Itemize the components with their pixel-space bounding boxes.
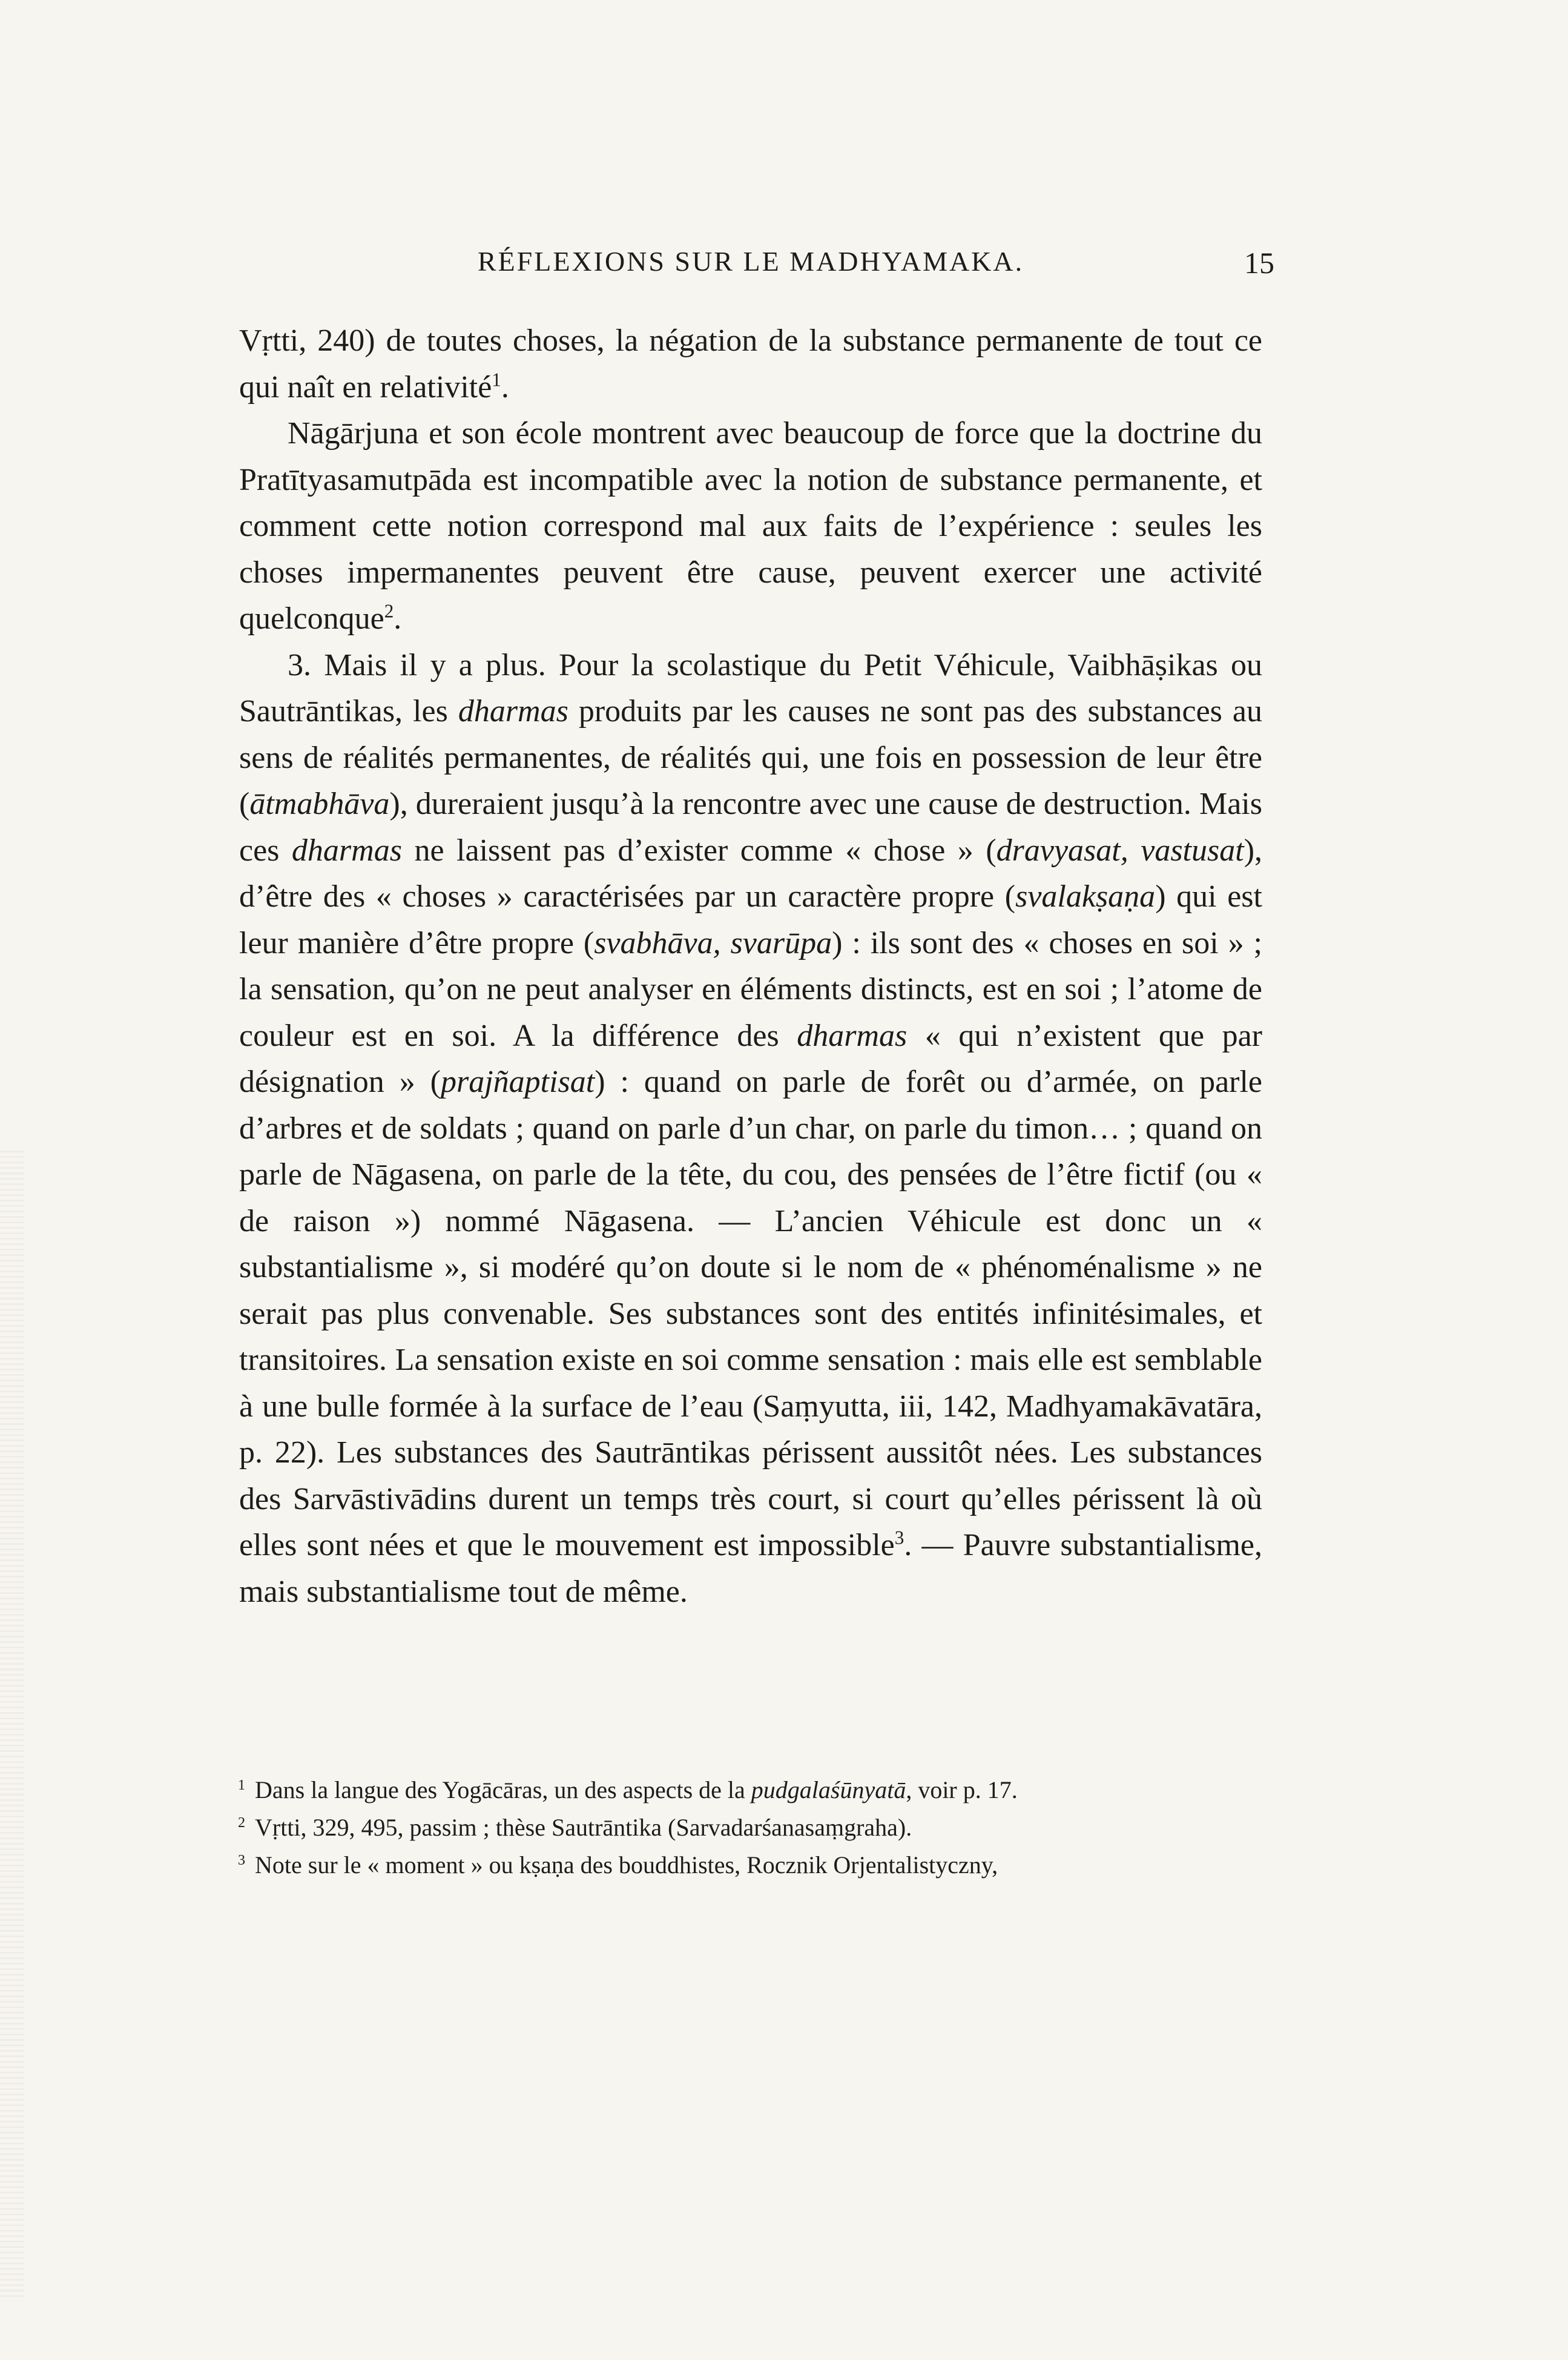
footnote-text: Vṛtti, 329, 495, passim ; thèse Sautrāntika (Sarvadarśanasaṃgraha). — [255, 1814, 912, 1841]
text-run: . — [501, 369, 509, 405]
text-run: ), dureraient jusqu’à la rencontre avec une cause de destruction. Mais ces — [239, 787, 1262, 868]
footnote-3 — [215, 1846, 1262, 1884]
text-run: « qui n’existent que par désignation » ( — [239, 1018, 1263, 1099]
text-run: produits par les causes ne sont pas des substances au sens de réalités permanentes, de réalités qui, une fois en possession de leur être ( — [239, 694, 1262, 821]
text-run: ) : ils sont des « choses en soi » ; la sensation, qu’on ne peut analyser en éléments distincts, est en soi ; l’atome de couleur est en soi. A la différence des — [239, 925, 1262, 1053]
page-edge-texture — [0, 1151, 24, 2301]
text-run: Vṛtti, 240) de toutes choses, la négation de la substance permanente de tout ce qui naît en relativité — [239, 323, 1262, 405]
text-run: 3. Mais il y a plus. Pour la scolastique du Petit Véhicule, Vaibhāṣikas ou Sautrāntikas, les — [239, 647, 1262, 729]
text-run: . — [394, 601, 402, 636]
footnote-text: Dans la langue des Yogācāras, un des aspects de la — [255, 1776, 751, 1803]
italic-term: prajñaptisat — [440, 1065, 595, 1099]
paragraph-1 — [239, 318, 1262, 411]
page-number: 15 — [1244, 246, 1274, 280]
footnotes — [215, 1771, 1262, 1884]
body-text — [239, 318, 1262, 1615]
italic-term: svabhāva, svarūpa — [594, 925, 832, 960]
italic-term: dharmas — [797, 1018, 908, 1053]
italic-term: ātmabhāva — [249, 787, 390, 821]
footnote-text: , voir p. 17. — [906, 1776, 1018, 1803]
italic-term: dharmas — [291, 833, 402, 868]
footnote-mark: 2 — [238, 1814, 245, 1831]
footnote-mark: 3 — [238, 1852, 245, 1868]
footnote-ref-3: 3 — [894, 1527, 904, 1549]
footnote-ref-2: 2 — [384, 600, 394, 622]
italic-term: dharmas — [458, 694, 568, 729]
footnote-ref-1: 1 — [492, 369, 501, 391]
footnote-2 — [215, 1809, 1262, 1846]
paragraph-3 — [239, 643, 1262, 1616]
text-run: ne laissent pas d’exister comme « chose » ( — [401, 833, 996, 868]
footnote-1 — [215, 1771, 1262, 1809]
text-run: ), d’être des « choses » caractérisées par un caractère propre ( — [239, 833, 1263, 914]
italic-term: svalakṣaṇa — [1015, 879, 1156, 914]
footnote-text: Note sur le « moment » ou kṣaṇa des bouddhistes, Rocznik Orjentalistyczny, — [255, 1851, 998, 1879]
italic-term: pudgalaśūnyatā — [751, 1776, 906, 1803]
text-run: ) : quand on parle de forêt ou d’armée, on parle d’arbres et de soldats ; quand on parle d’un char, on parle du timon… ; quand on parle de Nāgasena, on parle de la tête, du cou, des pensées de l’être fictif (ou « de raison ») nommé Nāgasena. — L’ancien Véhicule est donc un « substantialisme », si modéré qu’on doute si le nom de « phénoménalisme » ne serait pas plus convenable. Ses substances sont des entités infinitésimales, et transitoires. La sensation existe en soi comme sensation : mais elle est semblable à une bulle formée à la surface de l’eau (Saṃyutta, iii, 142, Madhyamakāvatāra, p. 22). Les substances des Sautrāntikas périssent aussitôt nées. Les substances des Sarvāstivādins durent un temps très court, si court qu’elles périssent là où elles sont nées et que le mouvement est impossible — [239, 1065, 1262, 1562]
running-head — [239, 245, 1274, 294]
text-run: ) qui est leur manière d’être propre ( — [239, 879, 1262, 960]
text-run: . — Pauvre substantialisme, mais substantialisme tout de même. — [239, 1528, 1262, 1609]
footnote-mark: 1 — [238, 1777, 245, 1793]
paragraph-2 — [239, 411, 1262, 643]
running-title: RÉFLEXIONS SUR LE MADHYAMAKA. — [477, 246, 1024, 277]
italic-term: dravyasat, vastusat — [996, 833, 1244, 868]
text-run: Nāgārjuna et son école montrent avec beaucoup de force que la doctrine du Pratītyasamutpāda est incompatible avec la notion de substance permanente, et comment cette notion correspond mal aux faits de l’expérience : seules les choses impermanentes peuvent être cause, peuvent exercer une activité quelconque — [239, 416, 1262, 636]
